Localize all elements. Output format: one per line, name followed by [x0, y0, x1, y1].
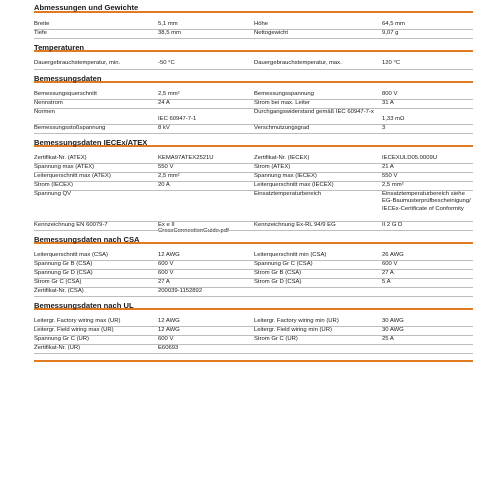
datasheet	[34, 0, 473, 362]
property-label: Durchgangswiderstand gemäß IEC 60947-7-x	[254, 109, 374, 115]
table-row	[34, 270, 473, 279]
property-value: 200039-1152892	[158, 288, 203, 294]
table-row	[34, 109, 473, 125]
property-value: KEMA97ATEX2521U	[158, 155, 214, 161]
section	[34, 134, 473, 235]
section	[34, 70, 473, 134]
property-label: Leiterquerschnitt max (CSA)	[34, 252, 108, 258]
property-value: 31 A	[382, 100, 394, 106]
property-label: Verschmutzungsgrad	[254, 125, 310, 131]
section	[34, 0, 473, 39]
property-label: Zertifikat-Nr. (CSA)	[34, 288, 84, 294]
property-label: Normen	[34, 109, 55, 115]
property-label: Leitergr. Factory wiring min (UR)	[254, 318, 339, 324]
bottom-rule	[34, 360, 473, 362]
table-row	[34, 164, 473, 173]
property-label: Kennzeichnung Ex-RL 94/9 EG	[254, 222, 336, 228]
property-value: 600 V	[382, 261, 398, 267]
property-value: 25 A	[382, 336, 394, 342]
table-row	[34, 155, 473, 164]
property-label: Spannung QV	[34, 191, 72, 197]
property-label: Einsatztemperaturbereich	[254, 191, 322, 197]
property-value: 2,5 mm²	[158, 91, 180, 97]
property-label: Bemessungsspannung	[254, 91, 314, 97]
table-row	[34, 173, 473, 182]
property-label: Spannung Gr C (CSA)	[254, 261, 313, 267]
property-label: Strom Gr C (UR)	[254, 336, 298, 342]
property-value: 12 AWG	[158, 318, 180, 324]
property-value: 64,5 mm	[382, 21, 405, 27]
section	[34, 39, 473, 70]
table-row	[34, 30, 473, 39]
property-label: Spannung max (ATEX)	[34, 164, 95, 170]
property-label: Spannung Gr D (CSA)	[34, 270, 93, 276]
property-value: 38,5 mm	[158, 30, 181, 36]
property-value: 24 A	[158, 100, 170, 106]
property-label: Kennzeichnung EN 60079-7	[34, 222, 108, 228]
property-value: 8 kV	[158, 125, 170, 131]
section-title: Bemessungsdaten	[34, 70, 473, 83]
property-value: 600 V	[158, 270, 174, 276]
table-row	[34, 345, 473, 354]
property-label: Bemessungsquerschnitt	[34, 91, 97, 97]
property-label: Breite	[34, 21, 50, 27]
property-value: 26 AWG	[382, 252, 404, 258]
property-label: Strom Gr D (CSA)	[254, 279, 302, 285]
property-value: 12 AWG	[158, 252, 180, 258]
property-label: Leiterquerschnitt max (IECEX)	[254, 182, 334, 188]
property-label: Spannung Gr B (CSA)	[34, 261, 93, 267]
property-value: 27 A	[382, 270, 394, 276]
property-label: Leiterquerschnitt min (CSA)	[254, 252, 327, 258]
table-row	[34, 21, 473, 30]
property-value: CrossConnectionGuide.pdf	[158, 228, 229, 235]
property-value: 21 A	[382, 164, 394, 170]
property-label: Leitergr. Field wiring min (UR)	[254, 327, 332, 333]
table-row	[34, 100, 473, 109]
property-label: Leiterquerschnitt max (ATEX)	[34, 173, 111, 179]
table-row	[34, 222, 473, 231]
property-value: 2,5 mm²	[382, 182, 404, 188]
property-value: IEC 60947-7-1	[158, 116, 197, 123]
property-value: 1,33 mΩ	[382, 116, 405, 123]
property-value: 120 °C	[382, 60, 401, 66]
property-value: 12 AWG	[158, 327, 180, 333]
property-value: -50 °C	[158, 60, 175, 66]
property-value: Ex e II	[158, 222, 175, 228]
table-row	[34, 279, 473, 288]
property-value: 550 V	[158, 164, 174, 170]
property-value: E60693	[158, 345, 179, 351]
property-label: Dauergebrauchstemperatur, min.	[34, 60, 121, 66]
section-title: Temperaturen	[34, 39, 473, 52]
property-label: Zertifikat-Nr. (ATEX)	[34, 155, 87, 161]
property-label: Strom bei max. Leiter	[254, 100, 310, 106]
property-label: Strom (IECEX)	[34, 182, 73, 188]
table-row	[34, 91, 473, 100]
property-label: Spannung Gr C (UR)	[34, 336, 90, 342]
property-label: Spannung max (IECEX)	[254, 173, 317, 179]
section-title: Abmessungen und Gewichte	[34, 0, 473, 13]
property-label: Dauergebrauchstemperatur, max.	[254, 60, 342, 66]
property-value: 5 A	[382, 279, 391, 285]
property-value: 27 A	[158, 279, 170, 285]
section-title: Bemessungsdaten nach UL	[34, 297, 473, 310]
property-value: 600 V	[158, 336, 174, 342]
property-value: 800 V	[382, 91, 398, 97]
property-value: Einsatztemperaturbereich siehe EG-Baumusterprüfbescheinigung/ IECEx-Certificate of Conformity	[382, 191, 471, 212]
property-label: Nettogewicht	[254, 30, 289, 36]
table-row	[34, 125, 473, 134]
table-row	[34, 261, 473, 270]
table-row	[34, 182, 473, 191]
property-label: Tiefe	[34, 30, 47, 36]
table-row	[34, 327, 473, 336]
property-value: 3	[382, 125, 386, 131]
property-label: Zertifikat-Nr. (IECEX)	[254, 155, 310, 161]
property-label: Strom (ATEX)	[254, 164, 291, 170]
property-label: Zertifikat-Nr. (UR)	[34, 345, 81, 351]
property-label: Höhe	[254, 21, 269, 27]
property-value: 600 V	[158, 261, 174, 267]
property-value: 30 AWG	[382, 318, 404, 324]
section	[34, 231, 473, 297]
property-label: Leitergr. Field wiring max (UR)	[34, 327, 114, 333]
property-value: 550 V	[382, 173, 398, 179]
property-value: 5,1 mm	[158, 21, 178, 27]
section	[34, 297, 473, 354]
property-label: Leitergr. Factory wiring max (UR)	[34, 318, 121, 324]
property-label: Strom Gr B (CSA)	[254, 270, 302, 276]
property-value: II 2 G D	[382, 222, 403, 228]
table-row	[34, 318, 473, 327]
property-label: Nennstrom	[34, 100, 63, 106]
property-value: 2,5 mm²	[158, 173, 180, 179]
property-label: Strom Gr C (CSA)	[34, 279, 82, 285]
property-value: 9,07 g	[382, 30, 399, 36]
table-row	[34, 60, 473, 70]
table-row	[34, 252, 473, 261]
section-title: Bemessungsdaten nach CSA	[34, 231, 473, 244]
table-row	[34, 336, 473, 345]
property-label: Bemessungsstoßspannung	[34, 125, 106, 131]
property-value: 20 A	[158, 182, 170, 188]
section-title: Bemessungsdaten IECEx/ATEX	[34, 134, 473, 147]
property-value: IECEXULD05.0009U	[382, 155, 438, 161]
property-value: 30 AWG	[382, 327, 404, 333]
table-row	[34, 288, 473, 297]
